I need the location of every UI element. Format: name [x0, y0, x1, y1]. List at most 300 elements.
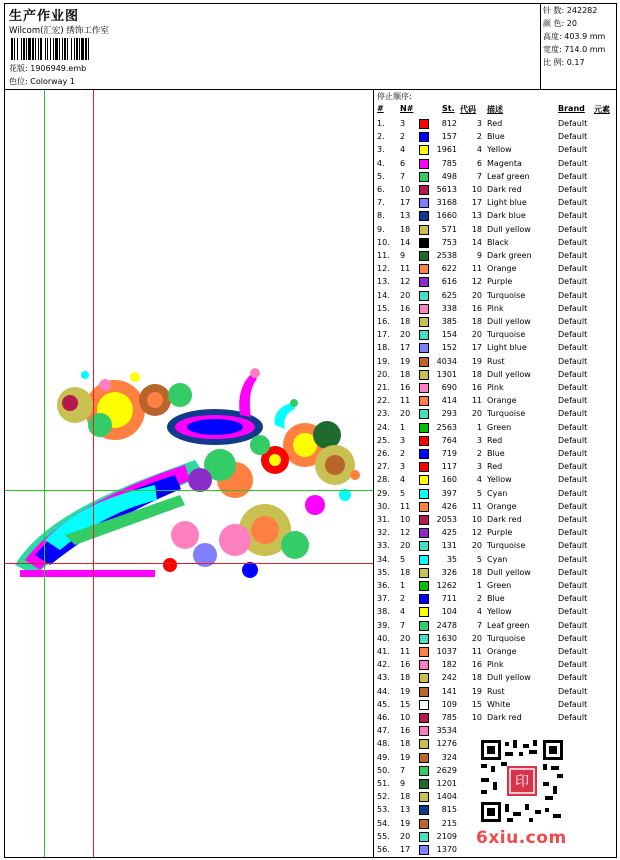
color-description: Purple	[487, 528, 513, 538]
color-code: 3	[476, 462, 482, 472]
production-worksheet	[4, 3, 617, 858]
stop-index: 2.	[377, 132, 385, 142]
thread-brand: Default	[558, 633, 588, 643]
stop-row	[375, 290, 616, 303]
stitch-count: 625	[441, 290, 457, 300]
stop-row	[375, 395, 616, 408]
thread-brand: Default	[558, 647, 588, 656]
company-name: Wilcom(汇宏) 绣饰工作室	[9, 26, 109, 36]
color-swatch	[419, 753, 429, 763]
color-code: 2	[476, 594, 482, 604]
needle-number: 7	[400, 620, 406, 630]
stitch-count: 2109	[436, 831, 457, 841]
color-swatch	[419, 845, 429, 855]
color-description: Dark red	[487, 185, 522, 194]
needle-number: 4	[400, 607, 406, 617]
color-swatch	[419, 515, 429, 525]
color-description: White	[487, 699, 511, 709]
color-swatch	[419, 555, 429, 565]
stop-index: 6.	[377, 185, 385, 194]
needle-number: 18	[400, 224, 411, 234]
needle-number: 20	[400, 330, 411, 340]
color-swatch	[419, 726, 429, 736]
color-description: Orange	[487, 396, 517, 406]
stop-row	[375, 646, 616, 659]
stitch-count: 160	[441, 475, 457, 485]
stop-index: 26.	[377, 449, 390, 458]
color-code: 4	[476, 475, 482, 485]
stitch-count: 338	[441, 303, 457, 313]
color-description: Purple	[487, 277, 513, 287]
header-info	[7, 4, 537, 90]
color-code: 3	[476, 435, 482, 445]
color-code: 18	[471, 317, 482, 326]
col-header-elem: 元素	[594, 105, 610, 114]
stop-row	[375, 250, 616, 263]
stop-row	[375, 435, 616, 448]
thread-brand: Default	[558, 185, 588, 194]
color-code: 15	[471, 699, 482, 709]
stop-row	[375, 131, 616, 144]
stop-index: 3.	[377, 145, 385, 155]
color-code: 19	[471, 686, 482, 696]
thread-brand: Default	[558, 383, 588, 392]
needle-number: 20	[400, 831, 411, 841]
stop-row	[375, 316, 616, 329]
color-code: 14	[471, 237, 482, 247]
color-swatch	[419, 172, 429, 182]
stat-width: 宽度: 714.0 mm	[543, 45, 606, 54]
color-description: Pink	[487, 383, 504, 392]
needle-number: 18	[400, 673, 411, 683]
color-code: 12	[471, 277, 482, 287]
color-description: Cyan	[487, 554, 508, 564]
color-swatch	[419, 700, 429, 710]
needle-number: 18	[400, 567, 411, 577]
needle-number: 6	[400, 158, 406, 168]
color-code: 11	[471, 396, 482, 406]
color-swatch	[419, 198, 429, 208]
stop-index: 24.	[377, 422, 390, 432]
thread-brand: Default	[558, 224, 588, 234]
stitch-count: 812	[441, 119, 457, 128]
stop-row	[375, 448, 616, 461]
needle-number: 19	[400, 818, 411, 828]
stop-row	[375, 554, 616, 567]
color-code: 11	[471, 264, 482, 274]
stop-index: 36.	[377, 581, 390, 590]
color-swatch	[419, 449, 429, 459]
color-swatch	[419, 568, 429, 578]
color-description: Rust	[487, 356, 505, 366]
needle-number: 5	[400, 554, 406, 564]
stitch-count: 152	[441, 343, 457, 353]
stop-index: 32.	[377, 528, 390, 538]
thread-brand: Default	[558, 528, 588, 538]
color-swatch	[419, 409, 429, 419]
stop-index: 33.	[377, 541, 390, 551]
color-code: 7	[476, 171, 482, 181]
stop-index: 34.	[377, 554, 390, 564]
color-description: Turquoise	[487, 541, 526, 551]
thread-brand: Default	[558, 673, 588, 683]
color-description: Yellow	[487, 145, 512, 155]
stop-index: 18.	[377, 343, 390, 353]
stop-row	[375, 210, 616, 223]
stitch-count: 109	[441, 699, 457, 709]
stitch-count: 1404	[436, 792, 457, 802]
stitch-count: 1370	[436, 845, 457, 854]
color-swatch	[419, 370, 429, 380]
color-swatch	[419, 713, 429, 723]
stitch-count: 1961	[436, 145, 457, 155]
stop-row	[375, 633, 616, 646]
thread-brand: Default	[558, 607, 588, 617]
color-description: Leaf green	[487, 171, 530, 181]
color-code: 12	[471, 528, 482, 538]
stop-index: 17.	[377, 330, 390, 340]
stop-row	[375, 422, 616, 435]
stitch-count: 3534	[436, 726, 457, 736]
stitch-count: 616	[441, 277, 457, 287]
red-guide-horizontal	[5, 563, 374, 564]
color-swatch	[419, 132, 429, 142]
color-code: 18	[471, 673, 482, 683]
thread-brand: Default	[558, 409, 588, 419]
stop-index: 35.	[377, 567, 390, 577]
thread-brand: Default	[558, 211, 588, 221]
needle-number: 11	[400, 396, 411, 406]
needle-number: 19	[400, 356, 411, 366]
color-swatch	[419, 343, 429, 353]
col-header-st: St.	[442, 104, 455, 113]
stop-index: 30.	[377, 501, 390, 511]
color-swatch	[419, 805, 429, 815]
needle-number: 17	[400, 845, 411, 854]
colorway-value: Colorway 1	[30, 77, 75, 86]
thread-brand: Default	[558, 501, 588, 511]
stop-index: 51.	[377, 779, 390, 788]
stop-row	[375, 580, 616, 593]
stitch-count: 690	[441, 383, 457, 392]
stitch-count: 711	[441, 594, 457, 604]
color-swatch	[419, 819, 429, 829]
needle-number: 4	[400, 145, 406, 155]
stop-row	[375, 197, 616, 210]
stop-row	[375, 118, 616, 131]
stop-row	[375, 237, 616, 250]
color-code: 4	[476, 607, 482, 617]
stitch-count: 2563	[436, 422, 457, 432]
color-swatch	[419, 634, 429, 644]
stop-index: 5.	[377, 171, 385, 181]
color-swatch	[419, 264, 429, 274]
needle-number: 3	[400, 462, 406, 472]
stop-index: 4.	[377, 158, 385, 168]
stop-row	[375, 593, 616, 606]
barcode	[11, 38, 151, 60]
thread-brand: Default	[558, 554, 588, 564]
thread-brand: Default	[558, 198, 588, 208]
design-file-value: 1906949.emb	[30, 64, 87, 73]
color-description: Turquoise	[487, 409, 526, 419]
thread-brand: Default	[558, 699, 588, 709]
stitch-count: 571	[441, 224, 457, 234]
thread-brand: Default	[558, 251, 588, 260]
color-swatch	[419, 766, 429, 776]
stop-index: 22.	[377, 396, 390, 406]
needle-number: 17	[400, 198, 411, 208]
stat-stitches: 针 数: 242282	[543, 6, 598, 15]
stop-row	[375, 329, 616, 342]
stop-row	[375, 342, 616, 355]
color-description: Blue	[487, 594, 505, 604]
stop-row	[375, 699, 616, 712]
color-swatch	[419, 145, 429, 155]
stop-index: 40.	[377, 633, 390, 643]
color-description: Dull yellow	[487, 369, 531, 379]
color-swatch	[419, 832, 429, 842]
thread-brand: Default	[558, 303, 588, 313]
stitch-count: 215	[441, 818, 457, 828]
color-code: 4	[476, 145, 482, 155]
color-swatch	[419, 541, 429, 551]
stitch-count: 622	[441, 264, 457, 274]
needle-number: 18	[400, 317, 411, 326]
col-header-brand: Brand	[558, 104, 585, 113]
color-code: 7	[476, 620, 482, 630]
color-description: Turquoise	[487, 330, 526, 340]
needle-number: 14	[400, 237, 411, 247]
color-code: 11	[471, 501, 482, 511]
color-code: 20	[471, 541, 482, 551]
color-code: 1	[476, 581, 482, 590]
stop-row	[375, 276, 616, 289]
stop-sequence-title: 停止顺序:	[377, 92, 412, 101]
thread-brand: Default	[558, 475, 588, 485]
colorway-label: 色位:	[9, 77, 28, 86]
stop-index: 10.	[377, 237, 390, 247]
color-description: Cyan	[487, 488, 508, 498]
color-description: Green	[487, 581, 512, 590]
stitch-count: 326	[441, 567, 457, 577]
color-code: 20	[471, 330, 482, 340]
stitch-count: 324	[441, 752, 457, 762]
thread-brand: Default	[558, 422, 588, 432]
stop-index: 44.	[377, 686, 390, 696]
stop-row	[375, 725, 616, 738]
stitch-count: 753	[441, 237, 457, 247]
color-description: Black	[487, 237, 509, 247]
color-description: Blue	[487, 132, 505, 142]
needle-number: 16	[400, 383, 411, 392]
needle-number: 20	[400, 290, 411, 300]
color-swatch	[419, 277, 429, 287]
stitch-count: 1630	[436, 633, 457, 643]
stop-row	[375, 540, 616, 553]
stop-index: 42.	[377, 660, 390, 670]
thread-brand: Default	[558, 594, 588, 604]
thread-brand: Default	[558, 620, 588, 630]
needle-number: 16	[400, 303, 411, 313]
stitch-count: 1037	[436, 647, 457, 656]
stop-index: 56.	[377, 845, 390, 854]
color-description: Blue	[487, 449, 505, 458]
thread-brand: Default	[558, 369, 588, 379]
color-swatch	[419, 673, 429, 683]
color-description: Leaf green	[487, 620, 530, 630]
stitch-count: 35	[446, 554, 457, 564]
stop-row	[375, 620, 616, 633]
stitch-count: 1660	[436, 211, 457, 221]
color-description: Red	[487, 119, 503, 128]
needle-number: 19	[400, 752, 411, 762]
color-swatch	[419, 317, 429, 327]
color-description: Dull yellow	[487, 673, 531, 683]
stop-index: 48.	[377, 739, 390, 749]
color-description: Dull yellow	[487, 567, 531, 577]
qr-code	[479, 738, 565, 824]
needle-number: 10	[400, 515, 411, 524]
thread-brand: Default	[558, 264, 588, 274]
stop-row	[375, 408, 616, 421]
color-code: 1	[476, 422, 482, 432]
thread-brand: Default	[558, 435, 588, 445]
thread-brand: Default	[558, 132, 588, 142]
stitch-count: 397	[441, 488, 457, 498]
color-swatch	[419, 436, 429, 446]
stop-index: 37.	[377, 594, 390, 604]
stop-index: 11.	[377, 251, 390, 260]
thread-brand: Default	[558, 567, 588, 577]
stop-index: 43.	[377, 673, 390, 683]
stop-row	[375, 303, 616, 316]
color-description: Red	[487, 462, 503, 472]
stop-row	[375, 659, 616, 672]
color-description: Dark red	[487, 515, 522, 524]
col-header-no: N#	[400, 104, 414, 113]
needle-number: 16	[400, 660, 411, 670]
stop-index: 28.	[377, 475, 390, 485]
color-description: Pink	[487, 303, 504, 313]
color-code: 3	[476, 119, 482, 128]
needle-number: 16	[400, 726, 411, 736]
stop-row	[375, 527, 616, 540]
needle-number: 2	[400, 132, 406, 142]
color-code: 20	[471, 290, 482, 300]
color-swatch	[419, 225, 429, 235]
color-code: 16	[471, 660, 482, 670]
needle-number: 5	[400, 488, 406, 498]
color-description: Light blue	[487, 343, 527, 353]
color-swatch	[419, 119, 429, 129]
stitch-count: 104	[441, 607, 457, 617]
color-code: 5	[476, 488, 482, 498]
color-description: Magenta	[487, 158, 522, 168]
stop-index: 46.	[377, 713, 390, 722]
color-description: Orange	[487, 501, 517, 511]
color-swatch	[419, 502, 429, 512]
stat-height: 高度: 403.9 mm	[543, 32, 606, 41]
color-code: 20	[471, 409, 482, 419]
color-code: 17	[471, 198, 482, 208]
color-code: 11	[471, 647, 482, 656]
stop-row	[375, 501, 616, 514]
needle-number: 2	[400, 594, 406, 604]
thread-brand: Default	[558, 290, 588, 300]
stop-index: 50.	[377, 765, 390, 775]
needle-number: 19	[400, 686, 411, 696]
stop-row	[375, 144, 616, 157]
color-description: Turquoise	[487, 633, 526, 643]
color-code: 17	[471, 343, 482, 353]
stitch-count: 2538	[436, 251, 457, 260]
stop-row	[375, 461, 616, 474]
stop-index: 31.	[377, 515, 390, 524]
color-swatch	[419, 594, 429, 604]
color-description: Dark green	[487, 251, 532, 260]
color-swatch	[419, 291, 429, 301]
color-code: 2	[476, 132, 482, 142]
thread-brand: Default	[558, 277, 588, 287]
stop-index: 29.	[377, 488, 390, 498]
color-swatch	[419, 660, 429, 670]
thread-brand: Default	[558, 515, 588, 524]
stop-index: 47.	[377, 726, 390, 736]
thread-brand: Default	[558, 317, 588, 326]
stop-index: 7.	[377, 198, 385, 208]
needle-number: 4	[400, 475, 406, 485]
stitch-count: 4034	[436, 356, 457, 366]
colorway-line	[9, 76, 75, 87]
needle-number: 3	[400, 435, 406, 445]
stat-scale: 比 例: 0.17	[543, 58, 585, 67]
color-swatch	[419, 581, 429, 591]
color-swatch	[419, 687, 429, 697]
stitch-count: 157	[441, 132, 457, 142]
color-code: 18	[471, 224, 482, 234]
color-description: Orange	[487, 264, 517, 274]
stitch-count: 1276	[436, 739, 457, 749]
color-code: 19	[471, 356, 482, 366]
thread-brand: Default	[558, 660, 588, 670]
stop-index: 13.	[377, 277, 390, 287]
color-description: Dull yellow	[487, 317, 531, 326]
stop-index: 25.	[377, 435, 390, 445]
stop-index: 15.	[377, 303, 390, 313]
stop-row	[375, 158, 616, 171]
color-swatch	[419, 621, 429, 631]
col-header-code: 代码	[460, 105, 476, 114]
needle-number: 20	[400, 541, 411, 551]
thread-brand: Default	[558, 330, 588, 340]
design-stats	[540, 4, 616, 90]
stop-row	[375, 606, 616, 619]
color-description: Red	[487, 435, 503, 445]
stop-row	[375, 712, 616, 725]
stop-index: 23.	[377, 409, 390, 419]
thread-brand: Default	[558, 541, 588, 551]
needle-number: 12	[400, 277, 411, 287]
needle-number: 11	[400, 647, 411, 656]
color-description: Dark blue	[487, 211, 526, 221]
stop-row	[375, 474, 616, 487]
needle-number: 18	[400, 792, 411, 802]
stop-row	[375, 369, 616, 382]
stitch-count: 764	[441, 435, 457, 445]
needle-number: 20	[400, 409, 411, 419]
color-swatch	[419, 159, 429, 169]
